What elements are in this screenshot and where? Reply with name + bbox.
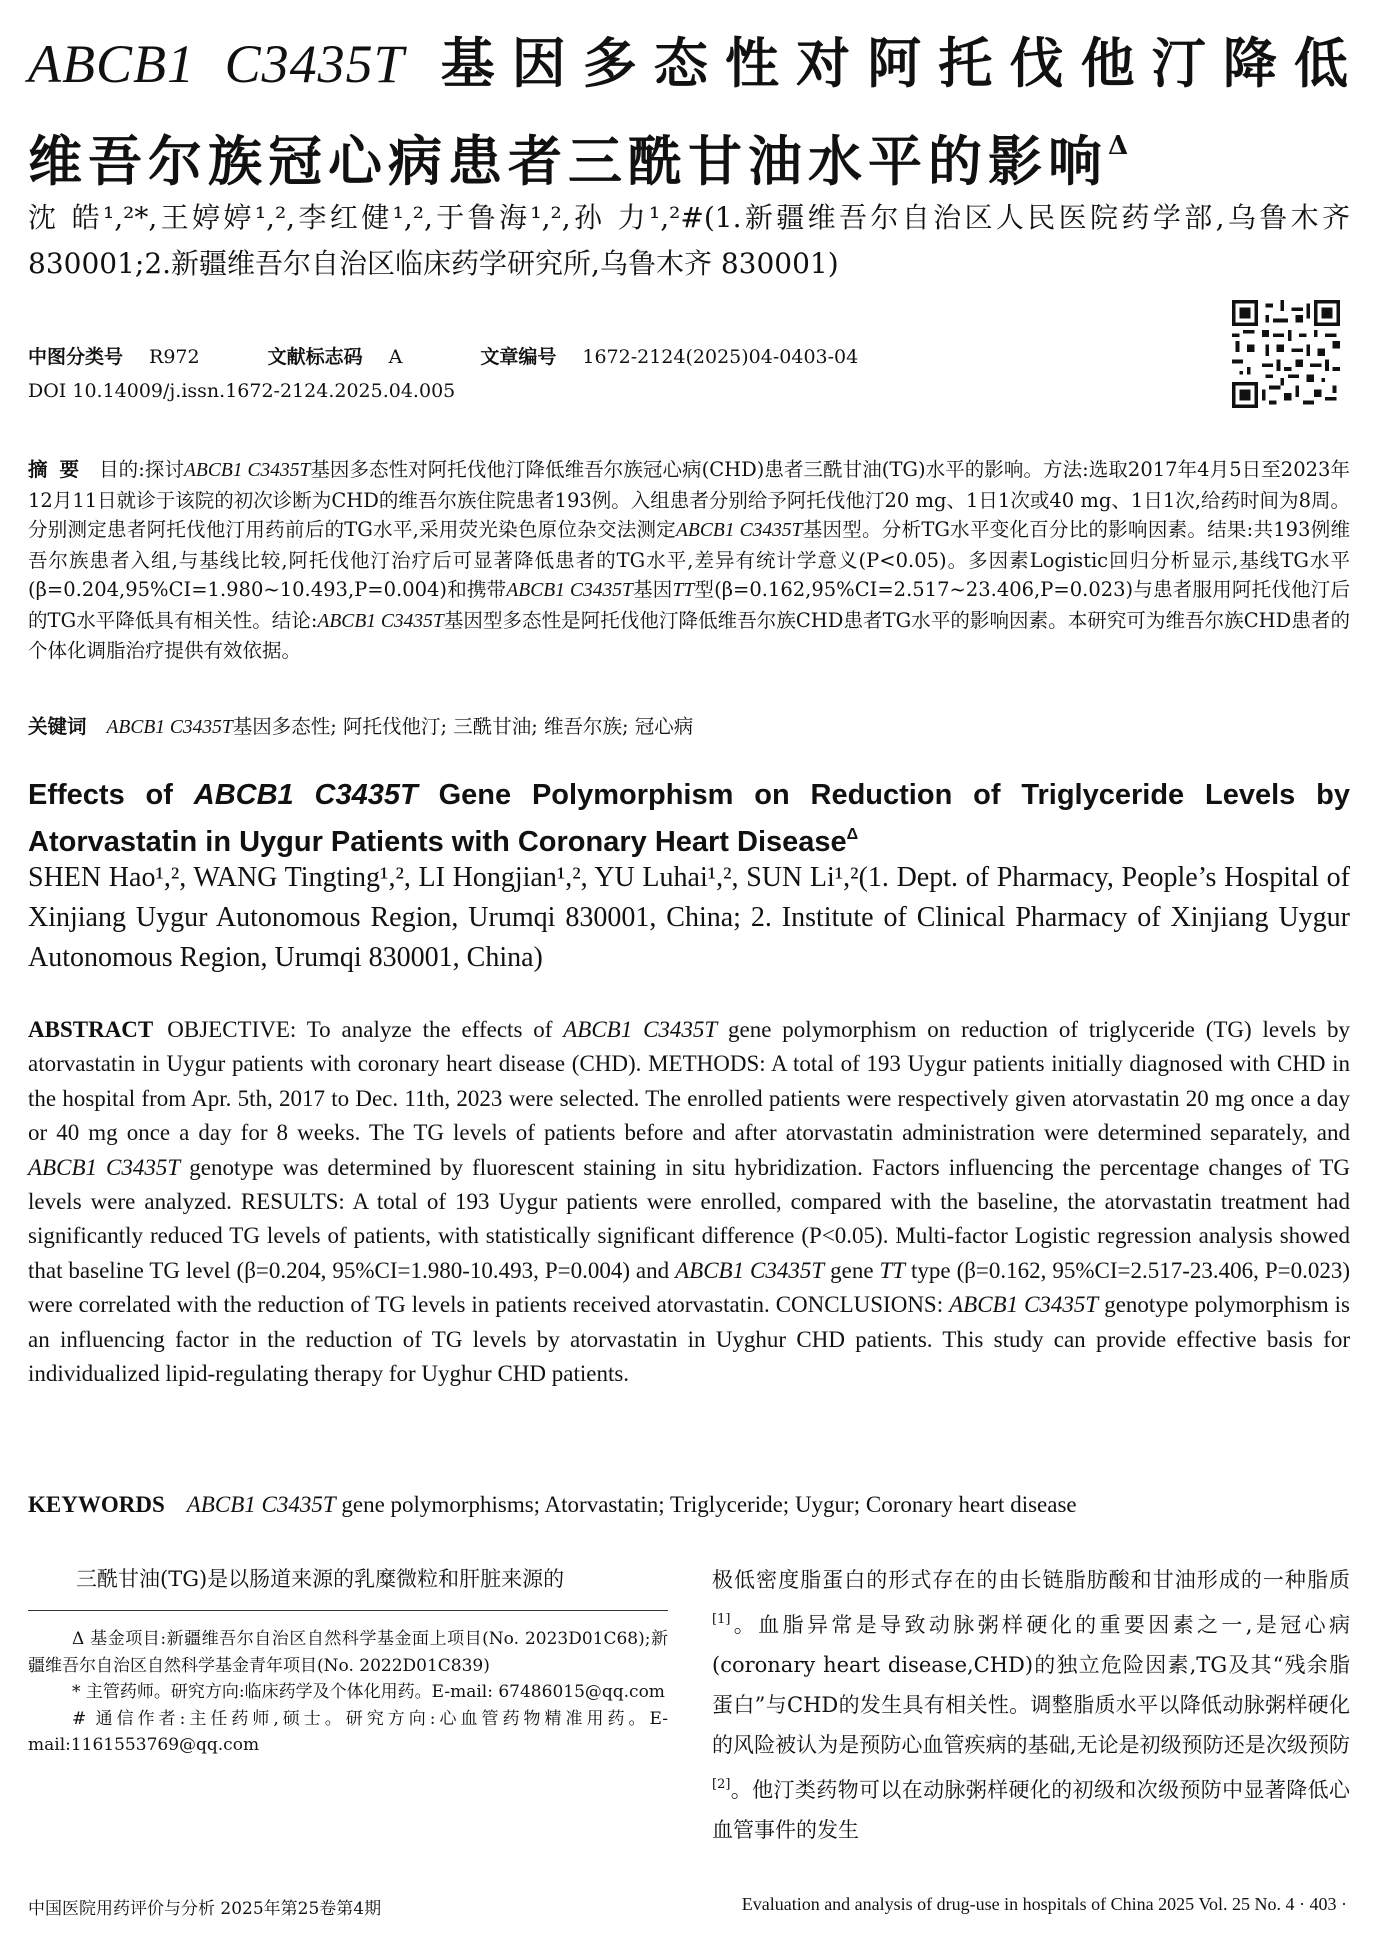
- abstract-en-text: type (β=0.162, 95%CI=2.517-23.406, P=0.023) were correlated with the reduction of TG levels in patients received atorvastatin. CONCLUSIONS:: [28, 1257, 1350, 1318]
- keywords-cn-gene: ABCB1 C3435T: [106, 717, 233, 738]
- keywords-en-label: KEYWORDS: [28, 1492, 165, 1517]
- authors-en: SHEN Hao¹,², WANG Tingting¹,², LI Hongjian¹,², YU Luhai¹,², SUN Li¹,²(1. Dept. of Pharmacy, People’s Hospital of Xinjiang Uygur Autonomous Region, Urumqi 830001, China; 2. Institute of Clinical Pharmacy of Xinjiang Uygur Autonomous Region, Urumqi 830001, China): [28, 862, 1350, 973]
- title-en: [28, 776, 1350, 862]
- abstract-en: [28, 1013, 1350, 1391]
- title-cn-line2: [28, 105, 1350, 202]
- body-right-column: [712, 1560, 1350, 1850]
- abstract-cn-text: 目的:探讨: [99, 458, 185, 481]
- citation-ref[interactable]: [2]: [712, 1777, 731, 1792]
- abstract-en-genotype: TT: [879, 1257, 906, 1283]
- title-en-gene: ABCB1 C3435T: [193, 779, 418, 811]
- title-cn-line2-text: 维吾尔族冠心病患者三酰甘油水平的影响: [28, 129, 1108, 193]
- footer-journal-en: Evaluation and analysis of drug-use in hospitals of China 2025 Vol. 25 No. 4 · 403 ·: [741, 1894, 1347, 1914]
- abstract-en-text: gene polymorphism on reduction of triglyceride (TG) levels by atorvastatin in Uygur patients with coronary heart disease (CHD). METHODS: A total of 193 Uygur patients initially diagnosed with CHD in the hospital from Apr. 5th, 2017 to Dec. 11th, 2023 were selected. The enrolled patients were respectively given atorvastatin 20 mg once a day or 40 mg once a day for 8 weeks. The TG levels of patients before and after atorvastatin administration were determined separately, and: [28, 1017, 1350, 1146]
- title-cn-line1: [28, 22, 1350, 105]
- abstract-cn-gene: ABCB1 C3435T: [676, 520, 803, 541]
- doi: DOI 10.14009/j.issn.1672-2124.2025.04.005: [28, 380, 456, 402]
- abstract-cn-text: 基因: [632, 578, 673, 601]
- article-no-value: 1672-2124(2025)04-0403-04: [582, 346, 859, 368]
- abstract-en-text: gene: [824, 1257, 880, 1283]
- abstract-cn-gene: ABCB1 C3435T: [184, 460, 311, 481]
- footer-journal-cn: 中国医院用药评价与分析 2025年第25卷第4期: [28, 1899, 382, 1919]
- clc-label: 中图分类号: [28, 346, 124, 368]
- body-left-column: 三酰甘油(TG)是以肠道来源的乳糜微粒和肝脏来源的: [76, 1567, 565, 1591]
- abstract-cn-gene: ABCB1 C3435T: [317, 610, 444, 632]
- meta-row: [28, 340, 1228, 374]
- title-cn: [28, 22, 1350, 202]
- abstract-en-label: ABSTRACT: [28, 1017, 154, 1042]
- authors-cn-line1: 沈 皓¹,²*,王婷婷¹,²,李红健¹,²,于鲁海¹,²,孙 力¹,²#(1.新疆维吾尔自治区人民医院药学部,乌鲁木齐: [28, 201, 1350, 234]
- authors-cn: [28, 195, 1350, 287]
- authors-cn-line2: 830001;2.新疆维吾尔自治区临床药学研究所,乌鲁木齐 830001): [28, 247, 839, 280]
- abstract-cn-gene: ABCB1 C3435T: [506, 580, 633, 601]
- footnote-corresponding-author: # 通信作者:主任药师,硕士。研究方向:心血管药物精准用药。E-mail:1161553769@qq.com: [28, 1708, 668, 1755]
- body-text: 。血脂异常是导致动脉粥样硬化的重要因素之一,是冠心病(coronary heart disease,CHD)的独立危险因素,TG及其“残余脂蛋白”与CHD的发生具有相关性。调整脂质水平以降低动脉粥样硬化的风险被认为是预防心血管疾病的基础,无论是初级预防还是次级预防: [712, 1613, 1350, 1757]
- title-en-text: Effects of: [28, 779, 194, 811]
- keywords-cn: [28, 712, 1350, 743]
- title-en-text: Atorvastatin in Uygur Patients with Coronary Heart Disease: [28, 826, 847, 858]
- title-en-line1: [28, 776, 1350, 815]
- abstract-cn-label: 摘要: [28, 458, 92, 481]
- title-cn-line1-text: 基因多态性对阿托伐他汀降低: [404, 31, 1350, 95]
- abstract-cn-text: 基因型多态性是阿托伐他汀降低维吾尔族CHD患者TG水平的影响因素。本研究可为维吾尔族CHD患者的个体化调脂治疗提供有效依据。: [28, 608, 1350, 662]
- qr-code-icon: [1232, 300, 1340, 408]
- article-no-label: 文章编号: [480, 346, 557, 368]
- footnote-first-author: * 主管药师。研究方向:临床药学及个体化用药。E-mail: 67486015@qq.com: [72, 1682, 665, 1702]
- abstract-en-text: OBJECTIVE: To analyze the effects of: [167, 1017, 564, 1042]
- title-en-text: Gene Polymorphism on Reduction of Triglyceride Levels by: [417, 779, 1350, 811]
- abstract-cn: [28, 455, 1350, 666]
- abstract-cn-text: 型(β=0.162,95%CI=2.517~23.406,P=0.023)与患者服用阿托伐他汀后的TG水平降低具有相关性。结论:: [28, 578, 1351, 632]
- footnote-divider: [28, 1610, 668, 1611]
- keywords-en: [28, 1488, 1350, 1522]
- body-text: 极低密度脂蛋白的形式存在的由长链脂肪酸和甘油形成的一种脂质: [712, 1568, 1350, 1592]
- abstract-en-gene: ABCB1 C3435T: [675, 1257, 825, 1283]
- body-text: 。他汀类药物可以在动脉粥样硬化的初级和次级预防中显著降低心血管事件的发生: [712, 1778, 1350, 1842]
- footnotes: [28, 1626, 668, 1759]
- keywords-en-gene: ABCB1 C3435T: [186, 1492, 336, 1517]
- title-cn-fund-mark: Δ: [1108, 131, 1129, 161]
- article-meta: [28, 340, 1228, 408]
- abstract-en-gene: ABCB1 C3435T: [949, 1292, 1099, 1318]
- title-en-fund-mark: Δ: [846, 826, 859, 843]
- abstract-en-gene: ABCB1 C3435T: [563, 1017, 718, 1042]
- clc-value: R972: [149, 346, 200, 368]
- doc-code-value: A: [388, 346, 403, 368]
- abstract-cn-text: 基因多态性对阿托伐他汀降低维吾尔族冠心病(CHD)患者三酰甘油(TG)水平的影响。方法:选取2017年4月5日至2023年12月11日就诊于该院的初次诊断为CHD的维吾尔族住院患者193例。入组患者分别给予阿托伐他汀20 mg、1日1次或40 mg、1日1次,给药时间为8周。分别测定患者阿托伐他汀用药前后的TG水平,采用荧光染色原位杂交法测定: [28, 458, 1350, 541]
- abstract-en-text: genotype polymorphism is an influencing factor in the reduction of TG levels by atorvastatin in Uyghur CHD patients. This study can provide effective basis for individualized lipid-regulating therapy for Uyghur CHD patients.: [28, 1292, 1350, 1387]
- footnote-fund: Δ 基金项目:新疆维吾尔自治区自然科学基金面上项目(No. 2023D01C68);新疆维吾尔自治区自然科学基金青年项目(No. 2022D01C839): [28, 1629, 668, 1676]
- abstract-cn-text: 基因型。分析TG水平变化百分比的影响因素。结果:共193例维吾尔族患者入组,与基线比较,阿托伐他汀治疗后可显著降低患者的TG水平,差异有统计学意义(P<0.05)。多因素Logistic回归分析显示,基线TG水平(β=0.204,95%CI=1.980~10.493,P=0.004)和携带: [28, 518, 1350, 601]
- keywords-cn-text: 基因多态性; 阿托伐他汀; 三酰甘油; 维吾尔族; 冠心病: [232, 715, 694, 738]
- citation-ref[interactable]: [1]: [712, 1612, 731, 1627]
- doc-code-label: 文献标志码: [267, 346, 363, 368]
- keywords-cn-label: 关键词: [28, 715, 87, 738]
- keywords-en-text: gene polymorphisms; Atorvastatin; Triglyceride; Uygur; Coronary heart disease: [335, 1492, 1077, 1517]
- abstract-cn-genotype: TT: [672, 580, 695, 601]
- title-en-line2: [28, 815, 1350, 862]
- title-cn-gene: ABCB1 C3435T: [28, 34, 405, 94]
- abstract-en-text: genotype was determined by fluorescent staining in situ hybridization. Factors influencing the percentage changes of TG levels were analyzed. RESULTS: A total of 193 Uygur patients were enrolled, compared with the baseline, the atorvastatin treatment had significantly reduced TG levels of patients, with statistically significant difference (P<0.05). Multi-factor Logistic regression analysis showed that baseline TG level (β=0.204, 95%CI=1.980-10.493, P=0.004) and: [28, 1154, 1351, 1283]
- abstract-en-gene: ABCB1 C3435T: [28, 1154, 181, 1180]
